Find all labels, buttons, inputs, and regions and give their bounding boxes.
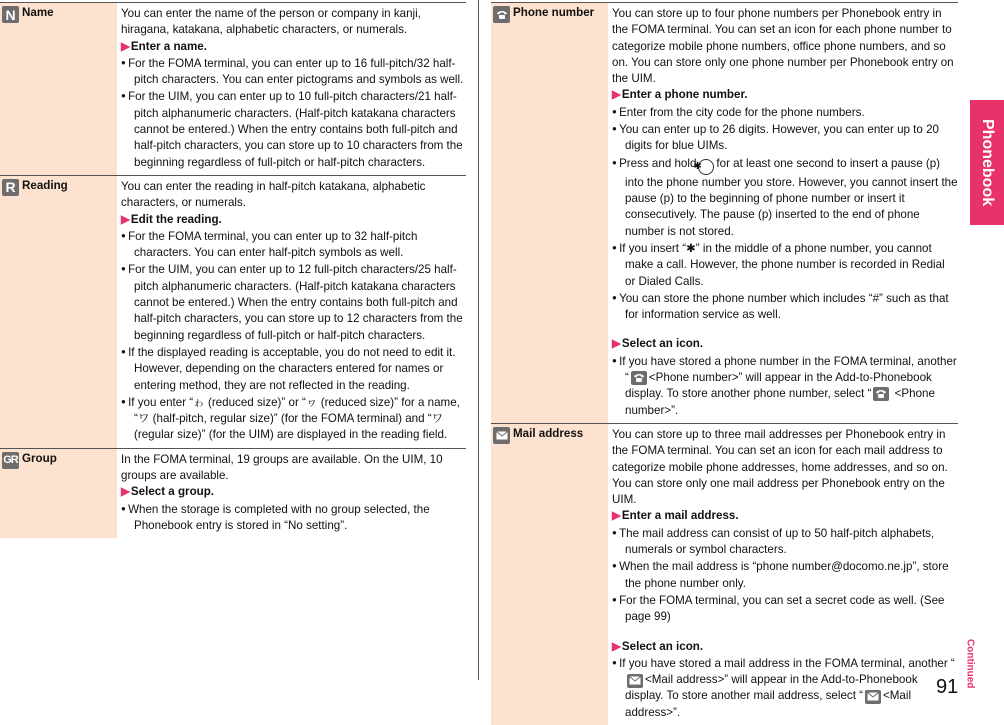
bullet-item: [612, 525, 958, 559]
field-row: [491, 2, 958, 423]
step-text: Enter a phone number.: [621, 88, 748, 102]
field-r-icon: R: [2, 179, 19, 196]
step-instruction: [612, 508, 958, 524]
bullet-item: [121, 261, 466, 343]
bullet-item: [612, 155, 958, 240]
spacer: [612, 626, 958, 639]
field-label-cell: [0, 176, 117, 448]
bullet-item: [612, 655, 958, 721]
bullet-item: [121, 501, 466, 535]
column-divider: [478, 0, 479, 680]
bullet-item: [612, 240, 958, 290]
bullet-icon: ●: [612, 561, 620, 571]
bullet-text: For the UIM, you can enter up to 12 full-pitch characters/25 half-pitch alphanumeric characters. (Half-pitch katakana characters cannot be entered.) When the entry contains both full-pitch and half-pitch characters, you can store up to 12 characters from the beginning regardless of full-pitch or half-pitch characters.: [128, 263, 463, 342]
step-instruction: [612, 336, 958, 352]
bullet-item: [612, 558, 958, 592]
field-description: [117, 3, 466, 175]
bullet-icon: ●: [612, 657, 620, 667]
bullet-icon: ●: [612, 106, 620, 116]
bullet-icon: ●: [121, 346, 129, 356]
phone-icon: [493, 6, 510, 23]
field-label: Group: [22, 451, 57, 465]
bullet-text: You can enter up to 26 digits. However, you can enter up to 20 digits for blue UIMs.: [619, 123, 939, 153]
step-arrow-icon: ▶: [121, 39, 130, 53]
field-label-cell: [0, 449, 117, 538]
field-description: [117, 176, 466, 448]
bullet-text: When the mail address is “phone number@docomo.ne.jp”, store the phone number only.: [619, 560, 949, 590]
field-row: [0, 2, 466, 175]
bullet-text: For the UIM, you can enter up to 10 full-pitch characters/21 half-pitch alphanumeric characters. (Half-pitch katakana characters cannot be entered.) When the entry contains both full-pitch and half-pitch characters, you can store up to 10 characters from the beginning regardless of full-pitch or half-pitch characters.: [128, 90, 463, 169]
paragraph: You can store up to four phone numbers per Phonebook entry in the FOMA terminal. You can set an icon for each phone number to categorize mobile phone numbers, office phone numbers, and so on. You can store only one phone number per Phonebook entry on the UIM.: [612, 7, 954, 86]
bullet-item: [612, 104, 958, 121]
paragraph: You can enter the name of the person or company in kanji, hiragana, katakana, alphabetic characters, or numerals.: [121, 7, 421, 37]
mail-icon: [627, 674, 643, 688]
bullet-icon: ●: [612, 292, 620, 302]
continued-marker: [960, 634, 980, 694]
step-instruction: [612, 639, 958, 655]
bullet-text: for at least one second to insert a pause (p) into the phone number you store. However, you cannot insert the pause (p) to the beginning of phone number or insert it consecutively. The pause (p) inserted to the end of phone number is not stored.: [625, 156, 958, 238]
step-instruction: [121, 212, 466, 228]
bullet-icon: ●: [612, 527, 620, 537]
step-text: Select an icon.: [621, 639, 704, 653]
field-n-icon: N: [2, 6, 19, 23]
field-row: [491, 423, 958, 725]
bullet-text: Enter from the city code for the phone numbers.: [619, 105, 865, 119]
step-instruction: [121, 39, 466, 55]
continued-label: Continued: [964, 639, 976, 689]
step-arrow-icon: ▶: [612, 509, 621, 523]
bullet-item: [121, 228, 466, 262]
phone-icon: [873, 387, 889, 401]
step-instruction: [612, 87, 958, 103]
field-label: Reading: [22, 178, 68, 192]
bullet-text: If you enter “ゎ (reduced size)” or “ヮ (reduced size)” for a name, “ワ (half-pitch, regular size)” (for the FOMA terminal) and “ワ (regular size)” (for the UIM) are displayed in the reading field.: [128, 395, 460, 442]
bullet-text: <Mail address>”.: [625, 689, 912, 719]
bullet-item: [121, 55, 466, 89]
bullet-text: If the displayed reading is acceptable, you do not need to edit it. However, depending on the characters entered for names or entering method, they are not reflected in the reading.: [128, 345, 456, 392]
bullet-text: Press and hold: [619, 156, 697, 170]
field-row: [0, 175, 466, 448]
bullet-icon: ●: [121, 264, 129, 274]
bullet-icon: ●: [121, 57, 129, 67]
bullet-text: You can store the phone number which includes “#” such as that for information service as well.: [619, 291, 949, 322]
field-description: [117, 449, 466, 538]
right-column: [491, 2, 958, 725]
bullet-icon: ●: [612, 243, 620, 252]
page-number: 91: [936, 676, 959, 698]
field-description: [608, 3, 958, 423]
paragraph: You can store up to three mail addresses per Phonebook entry in the FOMA terminal. You can set an icon for each mail address to categorize mobile phone addresses, home addresses, and so on. You can store only one mail address per Phonebook entry on the UIM.: [612, 427, 948, 507]
bullet-text: The mail address can consist of up to 50 half-pitch alphabets, numerals or symbol characters.: [619, 526, 935, 557]
bullet-icon: ●: [121, 230, 129, 240]
step-text: Select an icon.: [621, 337, 704, 351]
section-tab: [970, 100, 1004, 225]
field-row: [0, 448, 466, 538]
bullet-item: [612, 290, 958, 324]
step-arrow-icon: ▶: [612, 639, 621, 653]
bullet-icon: ●: [121, 503, 129, 513]
bullet-text: If you have stored a phone number in the FOMA terminal, another “: [619, 354, 957, 385]
field-label: Phone number: [513, 6, 595, 19]
asterisk-key-icon: ✱: [698, 159, 714, 175]
section-tab-label: Phonebook: [979, 118, 996, 207]
bullet-icon: ●: [612, 594, 620, 604]
bullet-text: For the FOMA terminal, you can enter up to 16 full-pitch/32 half-pitch characters. You can enter pictograms and symbols as well.: [128, 56, 464, 87]
bullet-item: [612, 353, 958, 419]
bullet-text: <Phone number>” will appear in the Add-to-Phonebook display. To store another phone number, select “: [625, 371, 932, 401]
step-text: Enter a mail address.: [621, 509, 739, 523]
left-column: [0, 2, 466, 538]
field-label: Name: [22, 6, 54, 19]
field-gr-icon: GR: [2, 452, 19, 469]
bullet-text: <Mail address>” will appear in the Add-to-Phonebook display. To store another mail address, select “: [625, 673, 918, 703]
step-text: Select a group.: [130, 485, 215, 499]
bullet-text: If you insert “✱” in the middle of a phone number, you cannot make a call. However, the phone number is recorded in Redial or Dialed Calls.: [619, 242, 945, 288]
field-label-cell: [0, 3, 117, 175]
bullet-icon: ●: [612, 157, 620, 167]
field-label: Mail address: [513, 426, 584, 440]
mail-icon: [493, 427, 510, 444]
step-text: Edit the reading.: [130, 212, 222, 226]
spacer: [612, 323, 958, 336]
step-text: Enter a name.: [130, 39, 207, 53]
bullet-item: [612, 121, 958, 155]
step-arrow-icon: ▶: [612, 337, 621, 351]
bullet-item: [612, 592, 958, 626]
bullet-icon: ●: [121, 396, 129, 406]
bullet-icon: ●: [612, 355, 620, 365]
bullet-icon: ●: [121, 91, 129, 101]
bullet-text: For the FOMA terminal, you can enter up to 32 half-pitch characters. You can enter half-pitch symbols as well.: [128, 229, 418, 260]
bullet-item: [121, 394, 466, 444]
bullet-icon: ●: [612, 124, 620, 134]
paragraph: In the FOMA terminal, 19 groups are available. On the UIM, 10 groups are available.: [121, 452, 443, 483]
paragraph: You can enter the reading in half-pitch katakana, alphabetic characters, or numerals.: [121, 179, 426, 210]
step-arrow-icon: ▶: [121, 212, 130, 226]
field-description: [608, 424, 958, 725]
step-arrow-icon: ▶: [121, 485, 130, 499]
bullet-text: When the storage is completed with no group selected, the Phonebook entry is stored in “No setting”.: [128, 502, 430, 532]
bullet-text: For the FOMA terminal, you can set a secret code as well. (See page 99): [619, 593, 945, 624]
step-arrow-icon: ▶: [612, 88, 621, 102]
field-label-cell: [491, 424, 608, 725]
bullet-item: [121, 344, 466, 394]
bullet-item: [121, 88, 466, 170]
bullet-text: <Phone number>”.: [625, 387, 935, 417]
phone-icon: [631, 371, 647, 385]
step-instruction: [121, 484, 466, 500]
bullet-text: If you have stored a mail address in the FOMA terminal, another “: [619, 656, 955, 670]
field-label-cell: [491, 3, 608, 423]
